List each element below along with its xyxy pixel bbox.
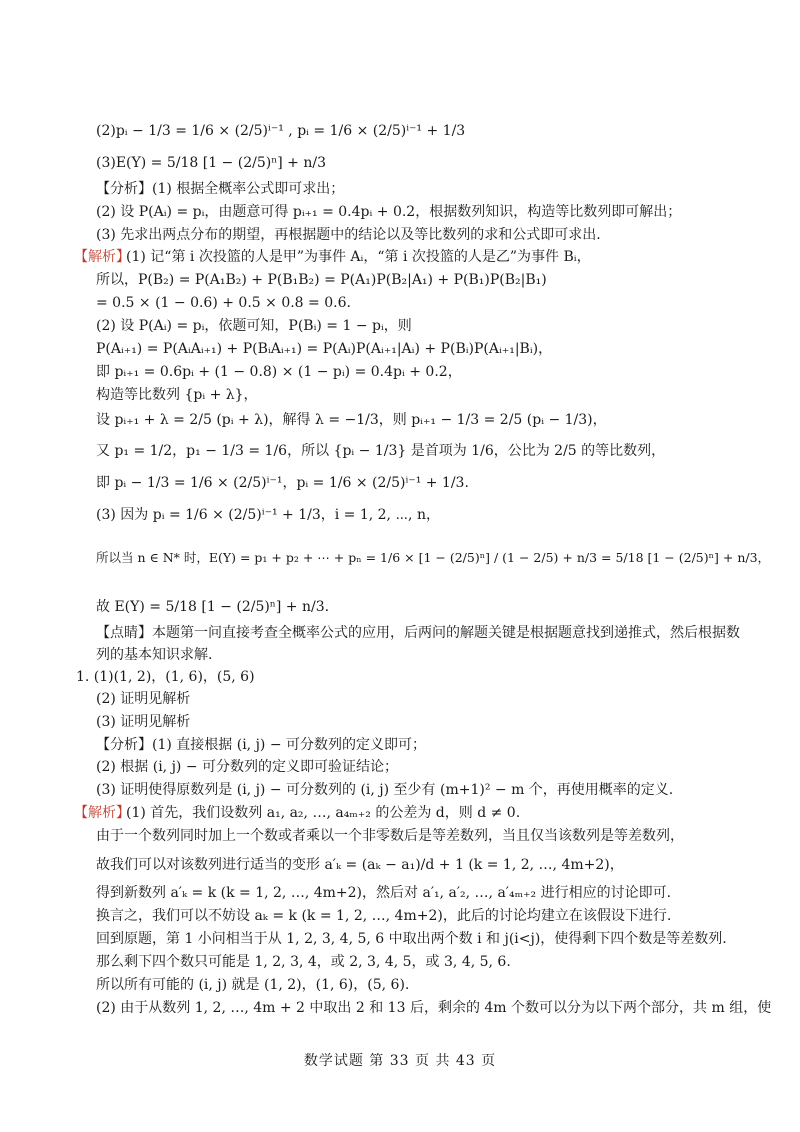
solution-line: (2) 设 P(Aᵢ) = pᵢ，依题可知，P(Bᵢ) = 1 − pᵢ，则 — [96, 318, 412, 334]
solution-line: (1) 记“第 i 次投篮的人是甲”为事件 Aᵢ，“第 i 次投篮的人是乙”为事件 Bᵢ， — [126, 249, 591, 265]
answer-line: (3)E(Y) = 5/18 [1 − (2/5)ⁿ] + n/3 — [96, 155, 326, 171]
solution-tag: 【解析】 — [74, 249, 130, 265]
solution-line: P(Aᵢ₊₁) = P(AᵢAᵢ₊₁) + P(BᵢAᵢ₊₁) = P(Aᵢ)P(Aᵢ₊₁|Aᵢ) + P(Bᵢ)P(Aᵢ₊₁|Bᵢ)， — [96, 341, 553, 357]
solution-line: (3) 因为 pᵢ = 1/6 × (2/5)ⁱ⁻¹ + 1/3，i = 1, 2, ⋯, n， — [96, 507, 440, 523]
question-answer-line: (3) 证明见解析 — [96, 714, 191, 730]
solution-line: 构造等比数列 {pᵢ + λ}， — [96, 387, 258, 403]
solution-line: 那么剩下四个数只可能是 1, 2, 3, 4，或 2, 3, 4, 5，或 3, 4, 5, 6. — [96, 954, 511, 970]
analysis-line: (2) 根据 (i, j) − 可分数列的定义即可验证结论； — [96, 759, 399, 775]
solution-tag: 【解析】 — [74, 805, 130, 821]
question-answer-line: 1. (1)(1, 2)，(1, 6)，(5, 6) — [76, 669, 255, 685]
page-footer: 数学试题 第 33 页 共 43 页 — [303, 1053, 497, 1069]
solution-line: 所以，P(B₂) = P(A₁B₂) + P(B₁B₂) = P(A₁)P(B₂|A₁) + P(B₁)P(B₂|B₁) — [96, 272, 547, 288]
solution-line: = 0.5 × (1 − 0.6) + 0.5 × 0.8 = 0.6. — [96, 295, 351, 311]
analysis-line: (3) 证明使得原数列是 (i, j) − 可分数列的 (i, j) 至少有 (m+1)² − m 个，再使用概率的定义. — [96, 782, 674, 798]
analysis-line: (3) 先求出两点分布的期望，再根据题中的结论以及等比数列的求和公式即可求出. — [96, 227, 601, 243]
question-answer-line: (2) 证明见解析 — [96, 691, 191, 707]
solution-line: 故 E(Y) = 5/18 [1 − (2/5)ⁿ] + n/3. — [96, 599, 330, 615]
analysis-line: 【分析】(1) 直接根据 (i, j) − 可分数列的定义即可； — [96, 737, 427, 753]
solution-line: 回到原题，第 1 小问相当于从 1, 2, 3, 4, 5, 6 中取出两个数 i 和 j(i<j)，使得剩下四个数是等差数列. — [96, 931, 727, 947]
remark-line: 列的基本知识求解. — [96, 647, 213, 663]
solution-line: 设 pᵢ₊₁ + λ = 2/5 (pᵢ + λ)，解得 λ = −1/3，则 pᵢ₊₁ − 1/3 = 2/5 (pᵢ − 1/3)， — [96, 412, 607, 428]
solution-line: 所以当 n ∈ N* 时，E(Y) = p₁ + p₂ + ⋯ + pₙ = 1/6 × [1 − (2/5)ⁿ] / (1 − 2/5) + n/3 = 5/18 [1 − (2/5)ⁿ] + n/3， — [96, 550, 771, 565]
solution-line: 换言之，我们可以不妨设 aₖ = k (k = 1, 2, …, 4m+2)，此后的讨论均建立在该假设下进行. — [96, 908, 672, 924]
analysis-line: (2) 设 P(Aᵢ) = pᵢ，由题意可得 pᵢ₊₁ = 0.4pᵢ + 0.2，根据数列知识，构造等比数列即可解出； — [96, 204, 682, 220]
solution-line: 故我们可以对该数列进行适当的变形 a′ₖ = (aₖ − a₁)/d + 1 (k = 1, 2, …, 4m+2)， — [96, 857, 624, 873]
solution-line: 所以所有可能的 (i, j) 就是 (1, 2)，(1, 6)，(5, 6). — [96, 977, 410, 993]
solution-line: 即 pᵢ₊₁ = 0.6pᵢ + (1 − 0.8) × (1 − pᵢ) = 0.4pᵢ + 0.2， — [96, 364, 462, 380]
solution-line: 又 p₁ = 1/2，p₁ − 1/3 = 1/6，所以 {pᵢ − 1/3} 是首项为 1/6，公比为 2/5 的等比数列， — [96, 443, 666, 459]
answer-line: (2)pᵢ − 1/3 = 1/6 × (2/5)ⁱ⁻¹ , pᵢ = 1/6 × (2/5)ⁱ⁻¹ + 1/3 — [96, 123, 466, 139]
solution-line: (1) 首先，我们设数列 a₁, a₂, …, a₄ₘ₊₂ 的公差为 d，则 d ≠ 0. — [126, 805, 521, 821]
solution-line: (2) 由于从数列 1, 2, …, 4m + 2 中取出 2 和 13 后，剩余的 4m 个数可以分为以下两个部分，共 m 组，使 — [96, 1000, 772, 1016]
analysis-line: 【分析】(1) 根据全概率公式即可求出； — [96, 181, 345, 197]
solution-line: 即 pᵢ − 1/3 = 1/6 × (2/5)ⁱ⁻¹，pᵢ = 1/6 × (2/5)ⁱ⁻¹ + 1/3. — [96, 475, 469, 491]
solution-line: 由于一个数列同时加上一个数或者乘以一个非零数后是等差数列，当且仅当该数列是等差数列， — [96, 828, 684, 844]
solution-line: 得到新数列 a′ₖ = k (k = 1, 2, …, 4m+2)，然后对 a′₁, a′₂, …, a′₄ₘ₊₂ 进行相应的讨论即可. — [96, 885, 672, 901]
remark-line: 【点睛】本题第一问直接考查全概率公式的应用，后两问的解题关键是根据题意找到递推式，然后根据数 — [96, 625, 740, 641]
